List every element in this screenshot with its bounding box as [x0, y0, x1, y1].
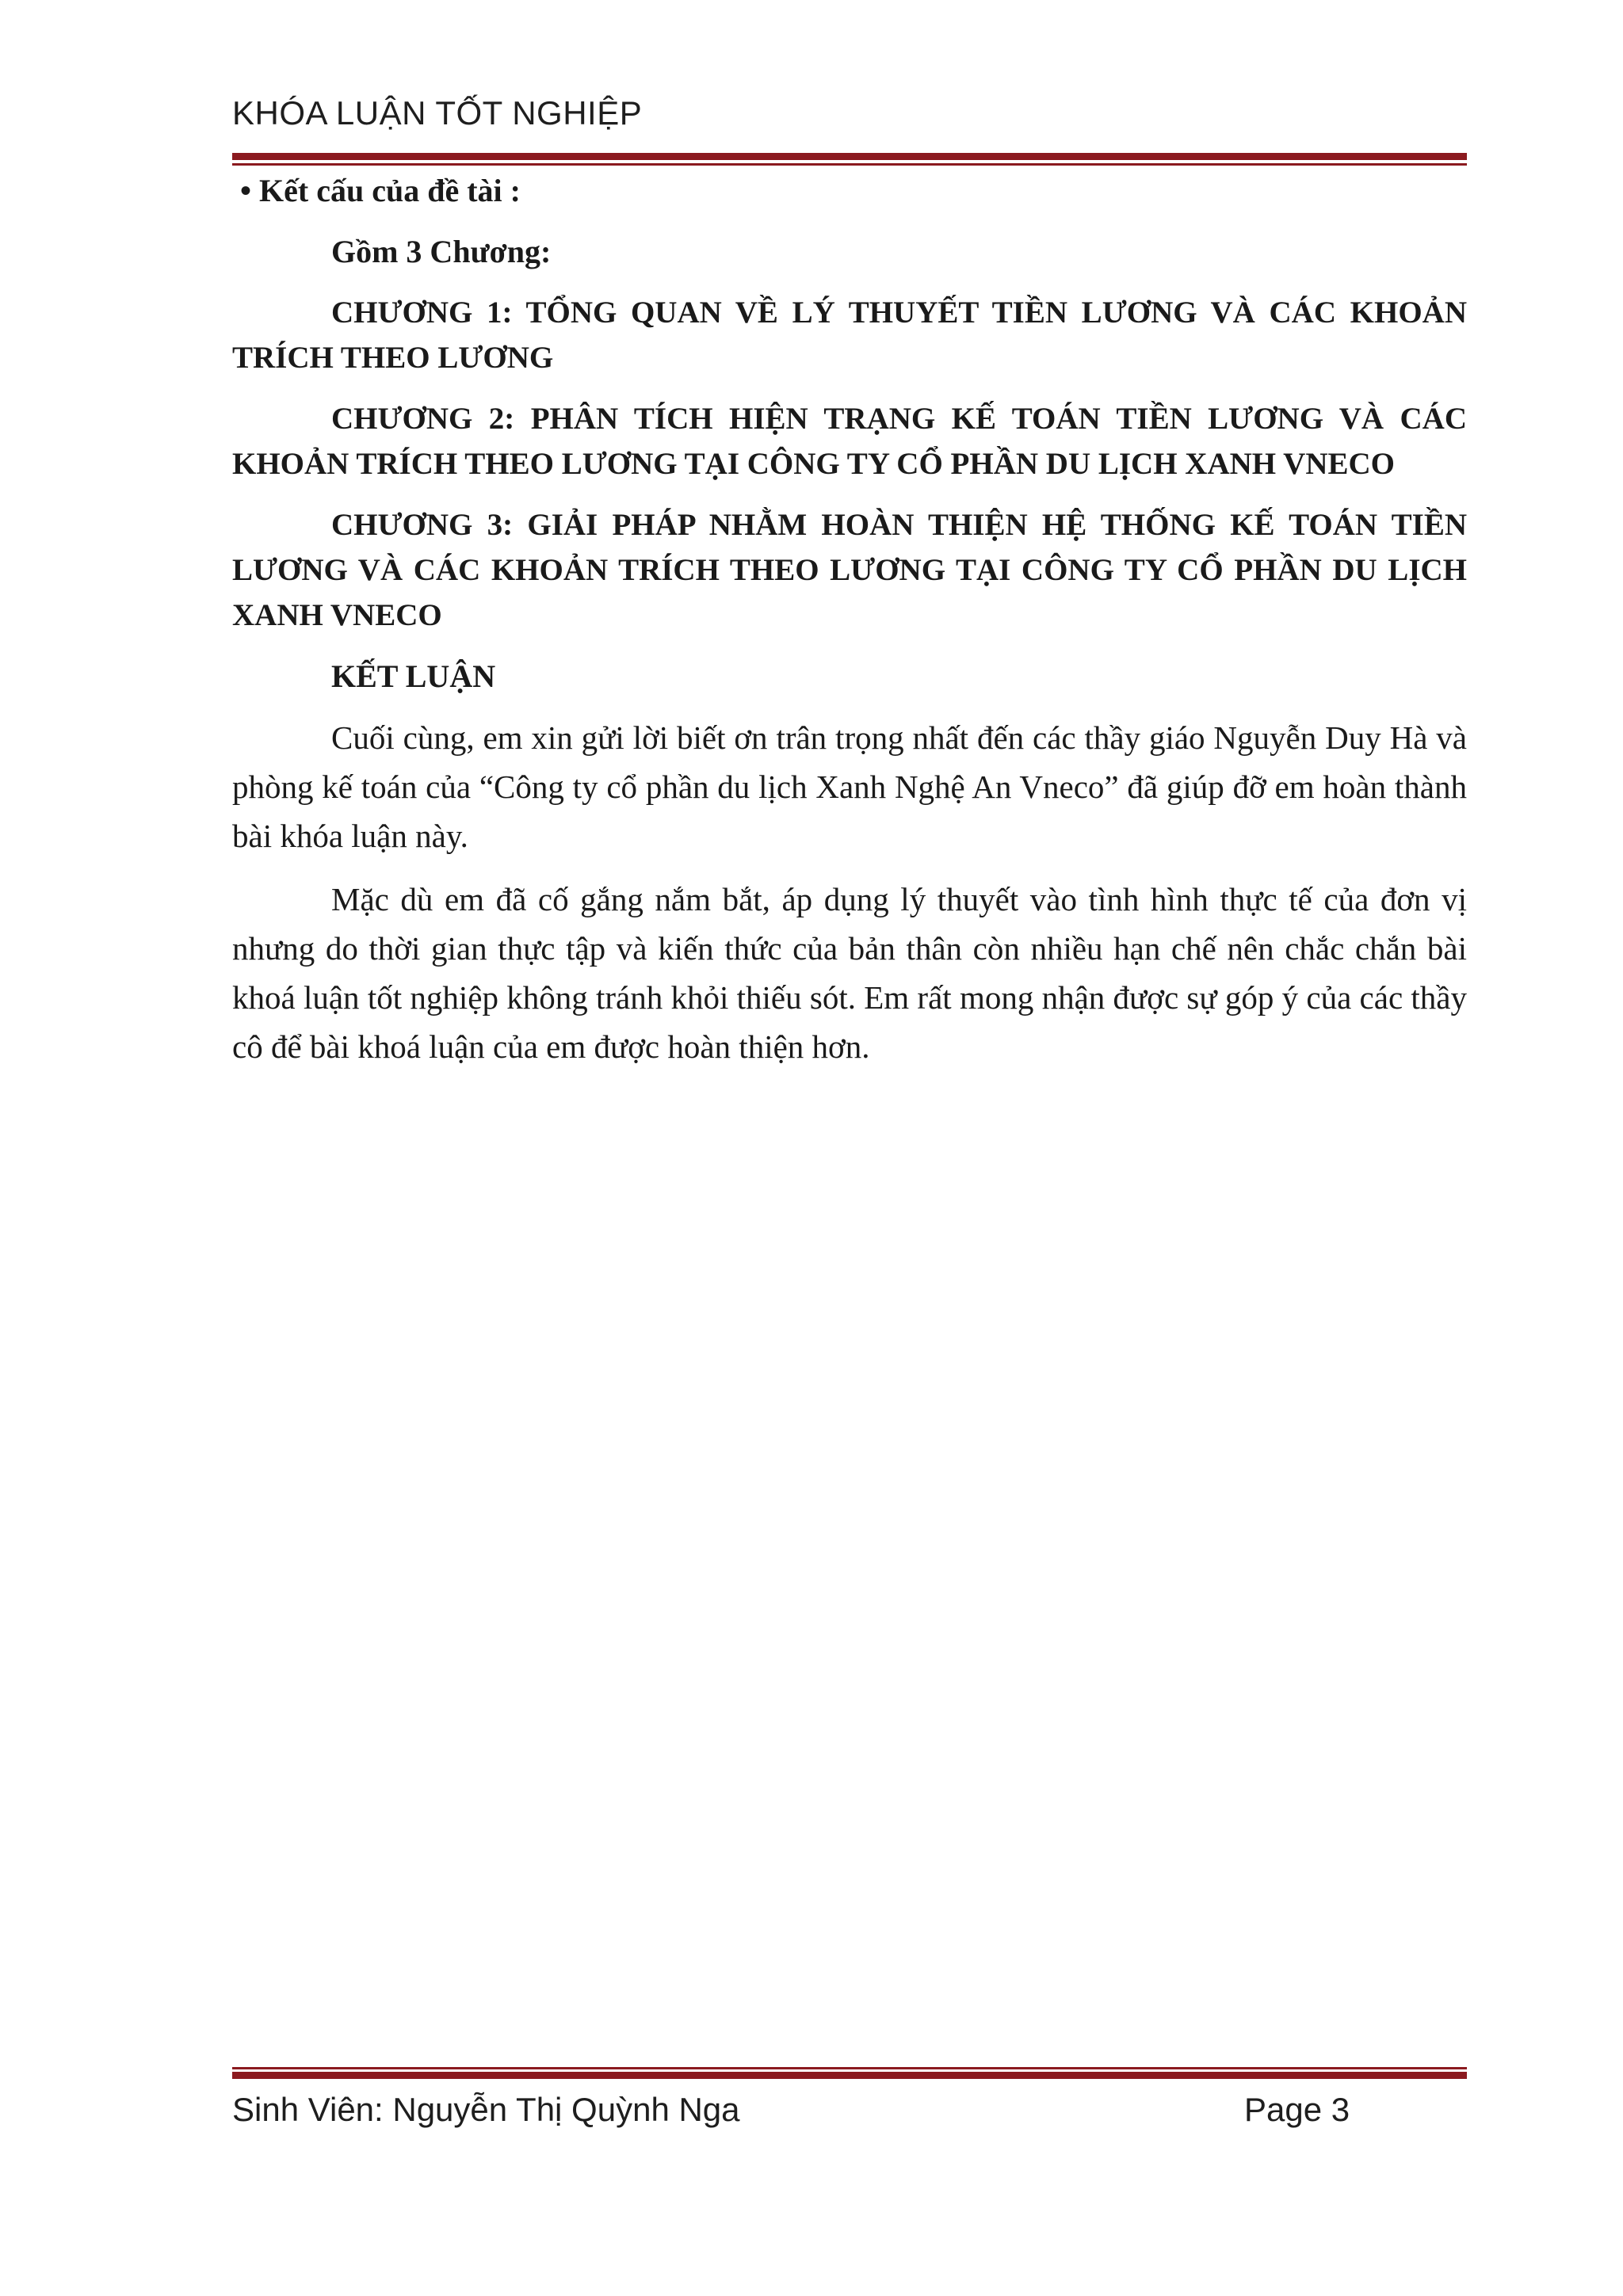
header-rule-thick [232, 153, 1467, 160]
paragraph-acknowledgement: Cuối cùng, em xin gửi lời biết ơn trân trọng nhất đến các thầy giáo Nguyễn Duy Hà và phòng kế toán của “Công ty cổ phần du lịch Xanh Nghệ An Vneco” đã giúp đỡ em hoàn thành bài khóa luận này. [232, 719, 1467, 854]
conclusion-heading: KẾT LUẬN [331, 658, 496, 694]
section-heading [232, 168, 1467, 213]
footer-student-name: Sinh Viên: Nguyễn Thị Quỳnh Nga [232, 2091, 740, 2128]
chapter-1: CHƯƠNG 1: TỔNG QUAN VỀ LÝ THUYẾT TIỀN LƯƠNG VÀ CÁC KHOẢN TRÍCH THEO LƯƠNG [232, 296, 1467, 375]
footer-rule-thick [232, 2072, 1467, 2079]
header-title: KHÓA LUẬN TỐT NGHIỆP [232, 94, 643, 132]
footer-rule-thin [232, 2067, 1467, 2069]
chapter-3: CHƯƠNG 3: GIẢI PHÁP NHẰM HOÀN THIỆN HỆ THỐNG KẾ TOÁN TIỀN LƯƠNG VÀ CÁC KHOẢN TRÍCH THEO LƯƠNG TẠI CÔNG TY CỔ PHẦN DU LỊCH XANH VNECO [232, 508, 1467, 632]
footer-page-number: Page 3 [1244, 2091, 1350, 2128]
body-content [232, 168, 1467, 1071]
chapter-2: CHƯƠNG 2: PHÂN TÍCH HIỆN TRẠNG KẾ TOÁN TIỀN LƯƠNG VÀ CÁC KHOẢN TRÍCH THEO LƯƠNG TẠI CÔNG TY CỔ PHẦN DU LỊCH XANH VNECO [232, 402, 1467, 481]
chapter-count: Gồm 3 Chương: [331, 234, 552, 269]
section-heading-text: Kết cấu của đề tài : [259, 173, 521, 208]
bullet-icon: • [240, 173, 252, 208]
paragraph-closing: Mặc dù em đã cố gắng nắm bắt, áp dụng lý thuyết vào tình hình thực tế của đơn vị nhưng do thời gian thực tập và kiến thức của bản thân còn nhiều hạn chế nên chắc chắn bài khoá luận tốt nghiệp không tránh khỏi thiếu sót. Em rất mong nhận được sự góp ý của các thầy cô để bài khoá luận của em được hoàn thiện hơn. [232, 881, 1467, 1065]
header-rule-thin [232, 163, 1467, 166]
